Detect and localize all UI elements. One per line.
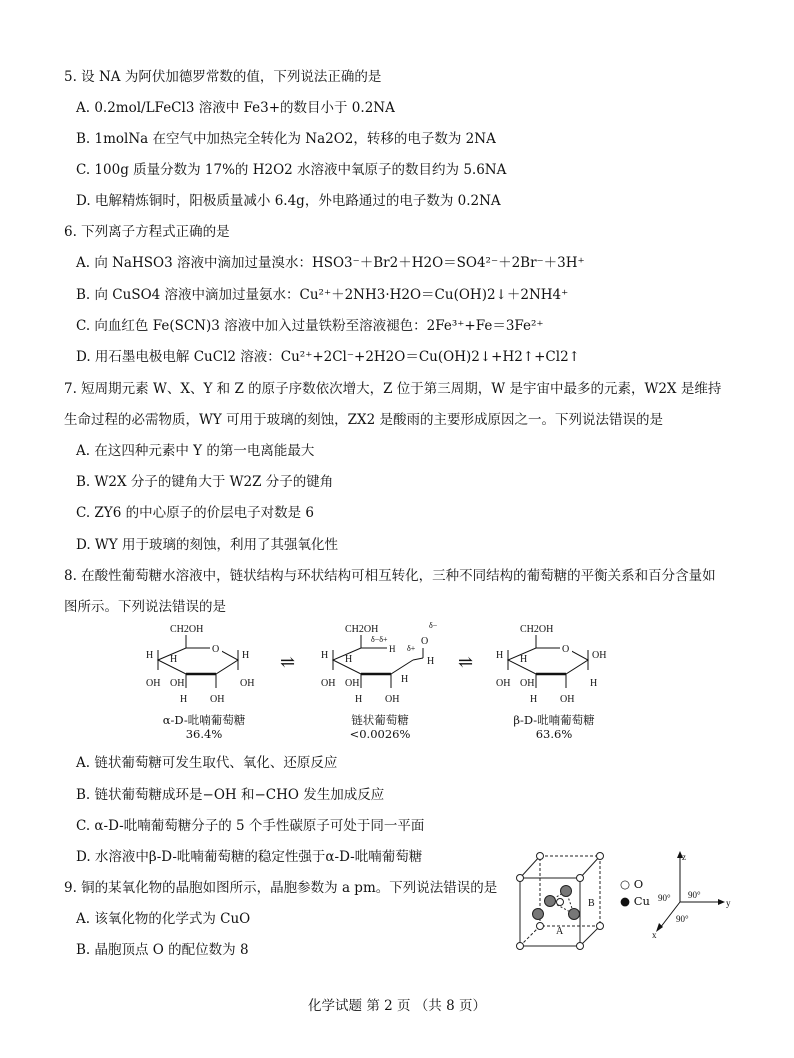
svg-text:OH: OH xyxy=(321,678,336,689)
svg-text:OH: OH xyxy=(146,678,161,689)
alpha-glucose-name: α-D-吡喃葡萄糖 xyxy=(162,713,246,727)
svg-text:O: O xyxy=(421,636,429,647)
svg-text:δ+: δ+ xyxy=(407,644,416,653)
q6-option-c: C. 向血红色 Fe(SCN)3 溶液中加入过量铁粉至溶液褪色：2Fe³⁺+Fe＝3Fe²⁺ xyxy=(76,318,544,334)
q5-stem: 5. 设 NA 为阿伏加德罗常数的值，下列说法正确的是 xyxy=(64,69,382,85)
q5-option-a: A. 0.2mol/LFeCl3 溶液中 Fe3+的数目小于 0.2NA xyxy=(76,100,395,116)
svg-text:OH: OH xyxy=(520,678,535,689)
q7-option-c: C. ZY6 的中心原子的价层电子对数是 6 xyxy=(76,505,314,521)
q7-stem-line1: 7. 短周期元素 W、X、Y 和 Z 的原子序数依次增大，Z 位于第三周期，W 是宇宙中最多的元素，W2X 是维持 xyxy=(64,381,722,397)
equilibrium-arrow-2: ⇌ xyxy=(458,652,474,673)
coordinate-axes xyxy=(650,848,730,942)
q5-option-d: D. 电解精炼铜时，阳极质量减小 6.4g，外电路通过的电子数为 0.2NA xyxy=(76,193,501,209)
svg-text:H: H xyxy=(355,694,363,705)
svg-text:OH: OH xyxy=(496,678,511,689)
o-atom-icon: ○ xyxy=(620,877,631,891)
svg-text:δ−δ+: δ−δ+ xyxy=(371,635,388,644)
svg-text:CH2OH: CH2OH xyxy=(345,624,379,635)
svg-text:H: H xyxy=(146,650,154,661)
svg-text:OH: OH xyxy=(240,678,255,689)
svg-text:H: H xyxy=(321,650,329,661)
q5-option-b: B. 1molNa 在空气中加热完全转化为 Na2O2，转移的电子数为 2NA xyxy=(76,131,496,147)
q6-stem: 6. 下列离子方程式正确的是 xyxy=(64,224,230,240)
svg-text:90°: 90° xyxy=(658,893,671,903)
equilibrium-arrow-1: ⇌ xyxy=(280,652,296,673)
legend-o: ○ O xyxy=(620,877,644,891)
svg-text:OH: OH xyxy=(170,678,185,689)
svg-text:CH2OH: CH2OH xyxy=(170,624,204,635)
alpha-glucose-structure xyxy=(140,620,270,712)
svg-text:z: z xyxy=(682,852,686,862)
cu-atom-icon: ● xyxy=(620,894,631,908)
crystal-cell-diagram xyxy=(516,848,616,962)
chain-glucose-percent: <0.0026% xyxy=(349,727,411,741)
legend-cu: ● Cu xyxy=(620,894,650,908)
svg-text:OH: OH xyxy=(210,694,225,705)
svg-text:H: H xyxy=(496,650,504,661)
q8-option-a: A. 链状葡萄糖可发生取代、氧化、还原反应 xyxy=(76,755,338,771)
q8-option-d: D. 水溶液中β-D-吡喃葡萄糖的稳定性强于α-D-吡喃葡萄糖 xyxy=(76,849,423,865)
page-footer: 化学试题 第 2 页 （共 8 页） xyxy=(308,998,486,1014)
q8-option-c: C. α-D-吡喃葡萄糖分子的 5 个手性碳原子可处于同一平面 xyxy=(76,818,425,834)
q8-stem-line1: 8. 在酸性葡萄糖水溶液中，链状结构与环状结构可相互转化，三种不同结构的葡萄糖的平衡关系和百分含量如 xyxy=(64,568,716,584)
q7-stem-line2: 生命过程的必需物质，WY 可用于玻璃的刻蚀，ZX2 是酸雨的主要形成原因之一。下列说法错误的是 xyxy=(64,412,663,428)
q6-option-d: D. 用石墨电极电解 CuCl2 溶液：Cu²⁺+2Cl⁻+2H2O＝Cu(OH)2↓+H2↑+Cl2↑ xyxy=(76,349,580,365)
svg-text:H: H xyxy=(401,674,409,685)
q7-option-b: B. W2X 分子的键角大于 W2Z 分子的键角 xyxy=(76,474,334,490)
svg-text:H: H xyxy=(345,654,353,665)
beta-glucose-structure xyxy=(490,620,620,712)
svg-text:x: x xyxy=(652,930,657,940)
chain-glucose-name: 链状葡萄糖 xyxy=(351,713,409,727)
svg-text:OH: OH xyxy=(385,694,400,705)
crystal-legend xyxy=(620,876,650,910)
q7-option-a: A. 在这四种元素中 Y 的第一电离能最大 xyxy=(76,443,315,459)
svg-text:δ−: δ− xyxy=(429,621,438,630)
q9-option-b: B. 晶胞顶点 O 的配位数为 8 xyxy=(76,942,249,958)
svg-text:H: H xyxy=(590,678,598,689)
q9-option-a: A. 该氧化物的化学式为 CuO xyxy=(76,911,251,927)
q8-option-b: B. 链状葡萄糖成环是−OH 和−CHO 发生加成反应 xyxy=(76,787,385,803)
svg-text:H: H xyxy=(427,656,435,667)
q9-stem: 9. 铜的某氧化物的晶胞如图所示，晶胞参数为 a pm。下列说法错误的是 xyxy=(64,880,498,896)
svg-text:H: H xyxy=(170,654,178,665)
svg-text:90°: 90° xyxy=(676,914,689,924)
svg-text:O: O xyxy=(562,644,570,655)
q7-option-d: D. WY 用于玻璃的刻蚀，利用了其强氧化性 xyxy=(76,537,339,553)
q5-option-c: C. 100g 质量分数为 17%的 H2O2 水溶液中氧原子的数目约为 5.6NA xyxy=(76,162,507,178)
svg-text:H: H xyxy=(242,650,250,661)
svg-text:OH: OH xyxy=(345,678,360,689)
point-a-label: A xyxy=(556,926,564,937)
svg-text:H: H xyxy=(389,644,396,654)
q6-option-b: B. 向 CuSO4 溶液中滴加过量氨水：Cu²⁺＋2NH3·H2O＝Cu(OH)2↓＋2NH4⁺ xyxy=(76,287,569,303)
svg-text:H: H xyxy=(180,694,188,705)
q8-stem-line2: 图所示。下列说法错误的是 xyxy=(64,599,226,615)
beta-glucose-percent: 63.6% xyxy=(535,727,573,741)
q6-option-a: A. 向 NaHSO3 溶液中滴加过量溴水：HSO3⁻＋Br2＋H2O＝SO4²⁻＋2Br⁻＋3H⁺ xyxy=(76,255,585,271)
svg-text:OH: OH xyxy=(560,694,575,705)
svg-text:y: y xyxy=(726,898,731,908)
svg-text:OH: OH xyxy=(592,650,607,661)
alpha-glucose-percent: 36.4% xyxy=(185,727,223,741)
point-b-label: B xyxy=(588,898,595,909)
svg-text:CH2OH: CH2OH xyxy=(520,624,554,635)
svg-text:H: H xyxy=(520,654,528,665)
svg-text:O: O xyxy=(212,644,220,655)
beta-glucose-name: β-D-吡喃葡萄糖 xyxy=(513,713,595,727)
svg-text:90°: 90° xyxy=(688,890,701,900)
svg-text:H: H xyxy=(530,694,538,705)
chain-glucose-structure xyxy=(315,620,455,712)
